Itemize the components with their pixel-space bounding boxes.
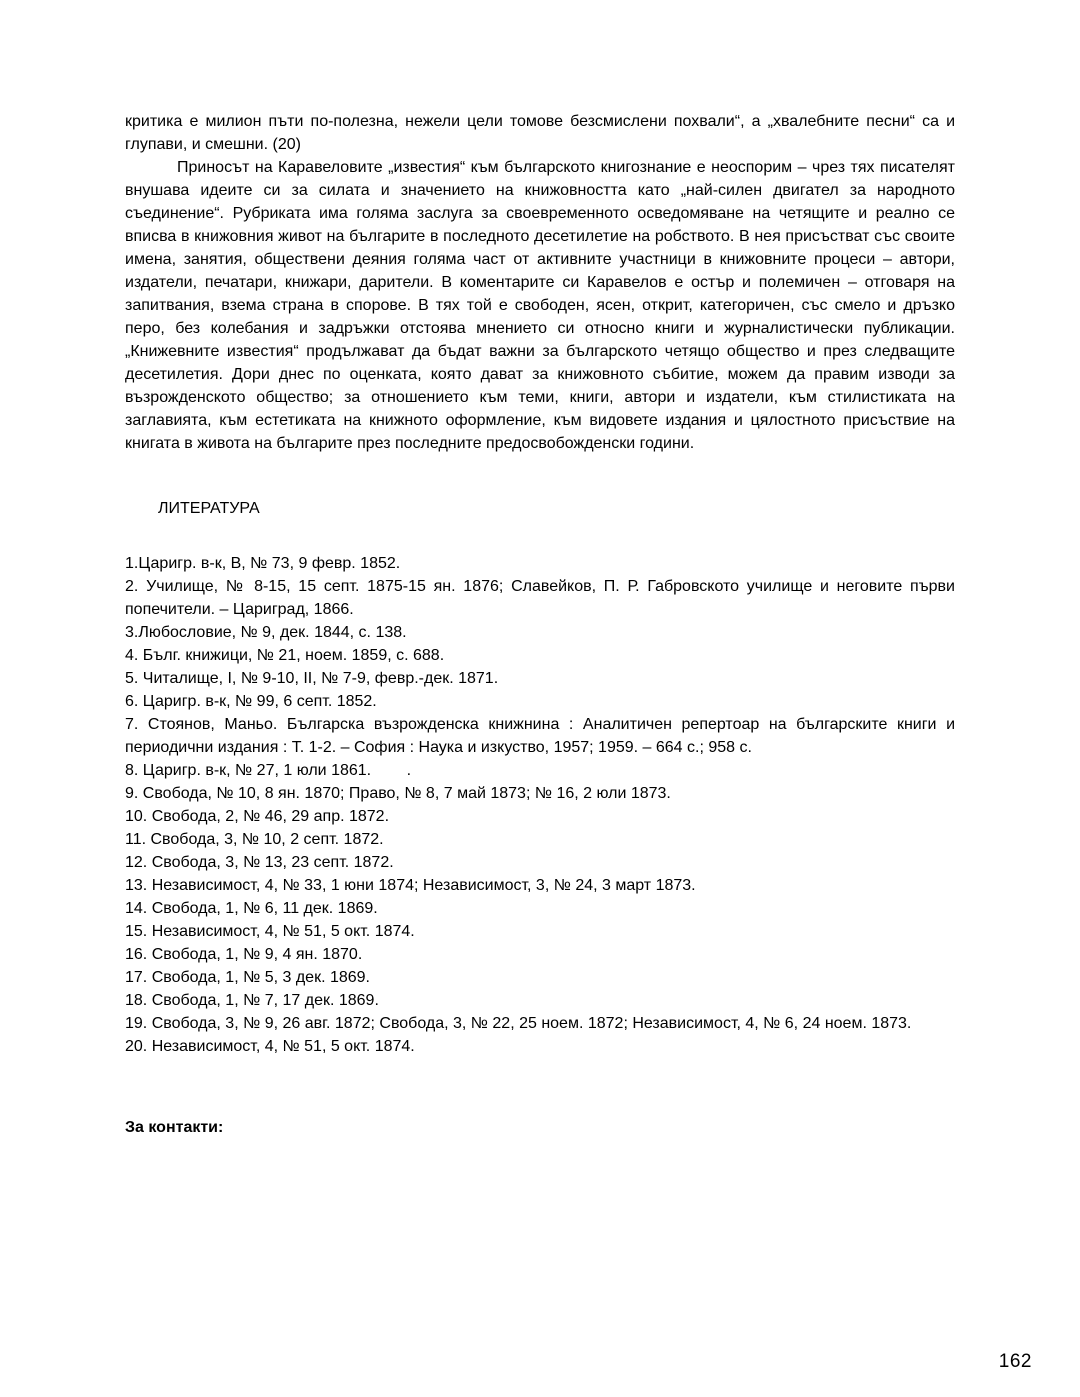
- body-paragraph-continuation: критика е милион пъти по-полезна, нежели цели томове безсмислени похвали“, а „хвалебните песни“ са и глупави, и смешни. (20): [125, 113, 955, 153]
- reference-item: 12. Свобода, 3, № 13, 23 септ. 1872.: [125, 854, 394, 871]
- reference-item: 15. Независимост, 4, № 51, 5 окт. 1874.: [125, 923, 415, 940]
- reference-item: 14. Свобода, 1, № 6, 11 дек. 1869.: [125, 900, 378, 917]
- reference-list: [125, 552, 955, 1058]
- reference-item: 10. Свобода, 2, № 46, 29 апр. 1872.: [125, 808, 390, 825]
- reference-item: 7. Стоянов, Маньо. Българска възрожденска книжнина : Аналитичен репертоар на българските книги и периодични издания : Т. 1-2. – София : Наука и изкуство, 1957; 1959. – 664 с.; 958 с.: [125, 716, 955, 756]
- reference-item: 4. Бълг. книжици, № 21, ноем. 1859, с. 688.: [125, 647, 445, 664]
- reference-item: 19. Свобода, 3, № 9, 26 авг. 1872; Свобода, 3, № 22, 25 ноем. 1872; Независимост, 4, № 6, 24 ноем. 1873.: [125, 1015, 912, 1032]
- reference-item: 6. Царигр. в-к, № 99, 6 септ. 1852.: [125, 693, 377, 710]
- reference-item: 11. Свобода, 3, № 10, 2 септ. 1872.: [125, 831, 384, 848]
- page-number: 162: [998, 1351, 1032, 1372]
- reference-item: 18. Свобода, 1, № 7, 17 дек. 1869.: [125, 992, 379, 1009]
- body-paragraph-main: Приносът на Каравеловите „известия“ към българското книгознание е неоспорим – чрез тях писателят внушава идеите си за силата и значението на книжовността като „най-силен двигател за народното съединение“. Рубриката има голяма заслуга за своевременното осведомяване на четящите и реално се вписва в книжовния живот на българите в последното десетилетие на робството. В нея присъстват със своите имена, занятия, обществени деяния голяма част от активните участници в книжовните процеси – автори, издатели, печатари, книжари, дарители. В коментарите си Каравелов е остър и полемичен – отговаря на запитвания, взема страна в спорове. В тях той е свободен, ясен, открит, категоричен, със смело и дръзко перо, без колебания и задръжки отстоява мнението си относно книги и журналистически публикации. „Книжевните известия“ продължават да бъдат важни за българското четящо общество и през следващите десетилетия. Дори днес по оценката, която дават за книжовното събитие, можем да правим изводи за възрожденското общество; за отношението към теми, книги, автори и издатели, към стилистиката на заглавията, към естетиката на книжното оформление, към видовете издания и цялостното присъствие на книгата в живота на българите през последните предосвобожденски години.: [125, 159, 955, 452]
- contacts-label: За контакти:: [125, 1119, 224, 1136]
- reference-item: 13. Независимост, 4, № 33, 1 юни 1874; Независимост, 3, № 24, 3 март 1873.: [125, 877, 696, 894]
- literature-heading: ЛИТЕРАТУРА: [158, 500, 260, 517]
- reference-item: 3.Любословие, № 9, дек. 1844, с. 138.: [125, 624, 407, 641]
- reference-item: 20. Независимост, 4, № 51, 5 окт. 1874.: [125, 1038, 415, 1055]
- reference-item: 1.Царигр. в-к, В, № 73, 9 февр. 1852.: [125, 555, 401, 572]
- reference-item: 16. Свобода, 1, № 9, 4 ян. 1870.: [125, 946, 363, 963]
- reference-item: 9. Свобода, № 10, 8 ян. 1870; Право, № 8, 7 май 1873; № 16, 2 юли 1873.: [125, 785, 671, 802]
- reference-item: 2. Училище, № 8-15, 15 септ. 1875-15 ян. 1876; Славейков, П. Р. Габровското училище и неговите първи попечители. – Цариград, 1866.: [125, 578, 955, 618]
- reference-item: 5. Читалище, I, № 9-10, II, № 7-9, февр.-дек. 1871.: [125, 670, 499, 687]
- reference-item: 17. Свобода, 1, № 5, 3 дек. 1869.: [125, 969, 370, 986]
- reference-item: 8. Царигр. в-к, № 27, 1 юли 1861. .: [125, 762, 412, 779]
